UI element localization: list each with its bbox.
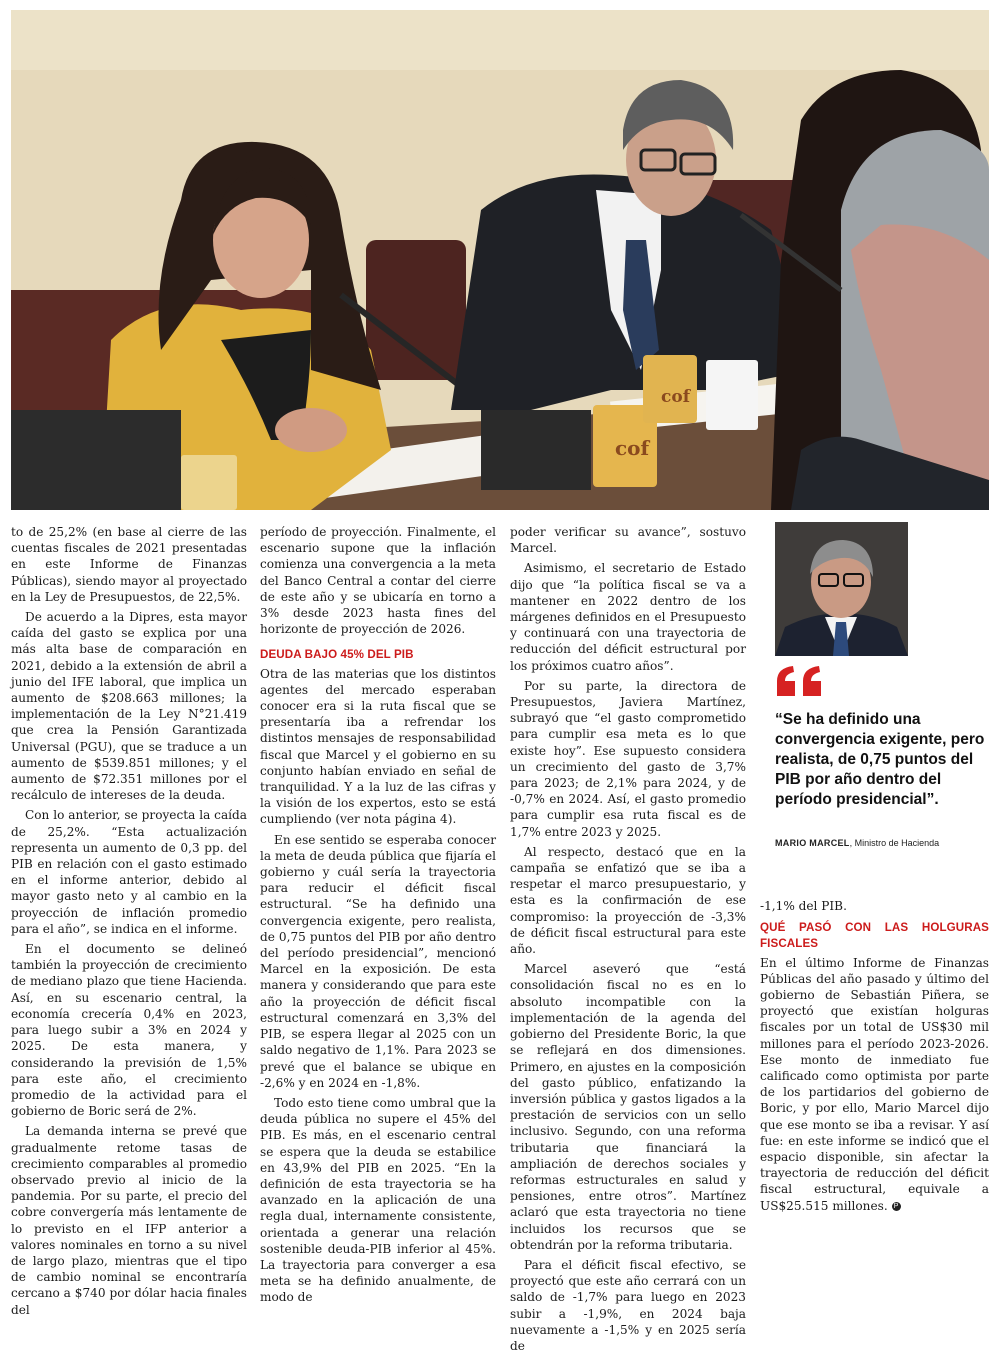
cup-print-text: cof — [615, 436, 650, 460]
paragraph: -1,1% del PIB. — [760, 899, 847, 913]
quotation-mark-icon — [775, 666, 989, 700]
paragraph: Otra de las materias que los distintos agentes del mercado esperaban conocer era si la ruta fiscal que se presentaría iba a refrendar los distintos mensajes de responsabilidad fiscal que Marcel y el gobierno en su conjunto habían enviado en señal de tranquilidad. Y a la luz de las cifras y la visión de los expertos, esto se está cumpliendo (ver nota página 4). — [260, 666, 496, 827]
paragraph: Con lo anterior, se proyecta la caída de 25,2%. “Esta actualización representa un aumento de 0,3 pp. del PIB en relación con el gasto estimado en el informe anterior, debido al mayor gasto neto y al cambio en la proyección de inflación promedio para el año”, se indica en el informe. — [11, 808, 247, 936]
quote-credit — [775, 838, 989, 848]
paragraph: poder verificar su avance”, sostuvo Marcel. — [510, 525, 746, 556]
article-column-3 — [510, 524, 746, 1358]
pull-quote: “Se ha definido una convergencia exigente, pero realista, de 0,75 puntos del PIB por año dentro del período presidencial”. — [775, 711, 985, 808]
article-column-1 — [11, 524, 247, 1322]
paragraph: período de proyección. Finalmente, el escenario supone que la inflación comienza una convergencia a la meta del Banco Central a contar del cierre de este año y se ubicaría en torno a 3% desde 2023 hasta fines del horizonte de proyección de 2026. — [260, 525, 496, 637]
section-subheading: DEUDA BAJO 45% DEL PIB — [260, 648, 414, 662]
meeting-photo-illustration — [11, 10, 989, 510]
paragraph: to de 25,2% (en base al cierre de las cuentas fiscales de 2021 presentadas en este Informe de Finanzas Públicas), siendo mayor al proyectado en la Ley de Presupuestos, de 22,5%. — [11, 525, 247, 604]
paragraph: Por su parte, la directora de Presupuestos, Javiera Martínez, subrayó que “el gasto comprometido para cumplir esa meta es lo que existe hoy”. Ese supuesto considera un crecimiento del gasto de 3,7% para 2023; de 2,1% para 2024, y de -0,7% en 2024. Así, el gasto promedio para cumplir esa ruta fiscal es de 1,7% entre 2023 y 2025. — [510, 678, 746, 839]
paragraph: Para el déficit fiscal efectivo, se proyectó que este año cerrará con un saldo de -1,7% para luego en 2023 subir a -1,9%, en 2024 baja nuevamente a -1,5% y en 2025 sería de — [510, 1257, 746, 1353]
article-column-2 — [260, 524, 496, 1310]
paragraph: Marcel aseveró que “está consolidación fiscal no es en lo absoluto incompatible con la implementación de la agenda del gobierno del Presidente Boric, la que se reflejará en dos dimensiones. Primero, en ajustes en la composición del gasto público, enfatizando la inversión pública y gastos ligados a la prestación de servicios con un sello inclusivo. Segundo, con una reforma tributaria que financiará la ampliación de derechos sociales y reformas estructurales en salud y pensiones, entre otros”. Martínez aclaró que esta trayectoria no tiene incluidos los recursos que se obtendrán por la reforma tributaria. — [510, 962, 746, 1252]
quote-sidebar — [760, 522, 989, 848]
cup-print-text: cof — [661, 387, 691, 407]
quote-author-name: MARIO MARCEL — [775, 838, 850, 848]
paragraph: Asimismo, el secretario de Estado dijo que “la política fiscal se va a mantener en 2022 dentro de los márgenes definidos en el Presupuesto y continuará con una trayectoria de reducción del déficit estructural por los próximos cuatro años”. — [510, 561, 746, 673]
section-subheading: QUÉ PASÓ CON LAS HOLGURAS FISCALES — [760, 921, 989, 951]
paragraph: En ese sentido se esperaba conocer la meta de deuda pública que fijaría el gobierno y cuál sería la trayectoria para reducir el déficit fiscal estructural. “Se ha definido una convergencia exigente, pero realista, de 0,75 puntos del PIB por año dentro del período presidencial”, mencionó Marcel en la exposición. De esta manera y considerando que para este año la proyección de déficit fiscal estructural comenzará en 3,3% del PIB, se espera llegar al 2025 con un saldo negativo de 1,1%. Para 2023 se prevé que el balance se ubique en -2,6% y en 2024 en -1,8%. — [260, 832, 496, 1090]
paragraph: Todo esto tiene como umbral que la deuda pública no supere el 45% del PIB. Es más, en el escenario central se espera que la deuda se estabilice en 43,9% del PIB en 2025. “En la definición de esta trayectoria se ha avanzado en la aplicación de una regla dual, internamente consistente, orientada a generar una relación sostenible deuda-PIB inferior al 45%. La trayectoria para converger a esa meta se ha definido anualmente, de modo de — [260, 1095, 496, 1305]
portrait-photo — [775, 522, 908, 656]
end-of-article-mark: P — [892, 1202, 901, 1211]
paragraph: La demanda interna se prevé que gradualmente retome tasas de crecimiento comparables al promedio observado previo al inicio de la pandemia. Por su parte, el precio del cobre convergería más lentamente de lo previsto en el IFP anterior a valores nominales en torno a su nivel de largo plazo, mientras que el tipo de cambio nominal se encontraría cercano a $740 por dólar hacia finales del — [11, 1124, 247, 1317]
paragraph — [760, 955, 989, 1214]
article-column-4 — [760, 898, 989, 1218]
paragraph: De acuerdo a la Dipres, esta mayor caída del gasto se explica por una más alta base de comparación en 2021, debido a la extensión de abril a junio del IFE laboral, que implica un aumento de $208.663 millones; la implementación de la Ley N°21.419 que crea la Pensión Garantizada Universal (PGU), que se traduce a un aumento de $539.851 millones; y el aumento de $72.351 millones por el recálculo de intereses de la deuda. — [11, 610, 247, 803]
portrait-illustration — [775, 522, 908, 656]
quote-author-role: , Ministro de Hacienda — [849, 838, 940, 848]
paragraph: Al respecto, destacó que en la campaña se enfatizó que se iba a respetar el marco presupuestario, y esta es la confirmación de ese compromiso: la proyección de -3,3% de déficit fiscal estructural para este año. — [510, 844, 746, 957]
article-photo — [11, 10, 989, 510]
paragraph-text: En el último Informe de Finanzas Públicas del año pasado y último del gobierno de Sebastián Piñera, se proyectó que existían holguras fiscales por un total de US$30 mil millones para el período 2023-2026. Ese monto de inmediato fue calificado como optimista por parte de los partidarios del gobierno de Boric, y por ello, Mario Marcel dijo que ese monto se iba a revisar. Y así fue: en este informe se indicó que el espacio disponible, sin afectar la trayectoria de reducción del déficit fiscal estructural, equivale a US$25.515 millones. — [760, 955, 989, 1213]
paragraph: En el documento se delineó también la proyección de crecimiento de mediano plazo que tiene Hacienda. Así, en su escenario central, la economía crecería 0,4% en 2023, para luego subir a 3% en 2024 y 2025. De esta manera, y considerando la previsión de 1,5% para este año, el crecimiento promedio de la actividad para el gobierno de Boric será de 2%. — [11, 942, 247, 1119]
